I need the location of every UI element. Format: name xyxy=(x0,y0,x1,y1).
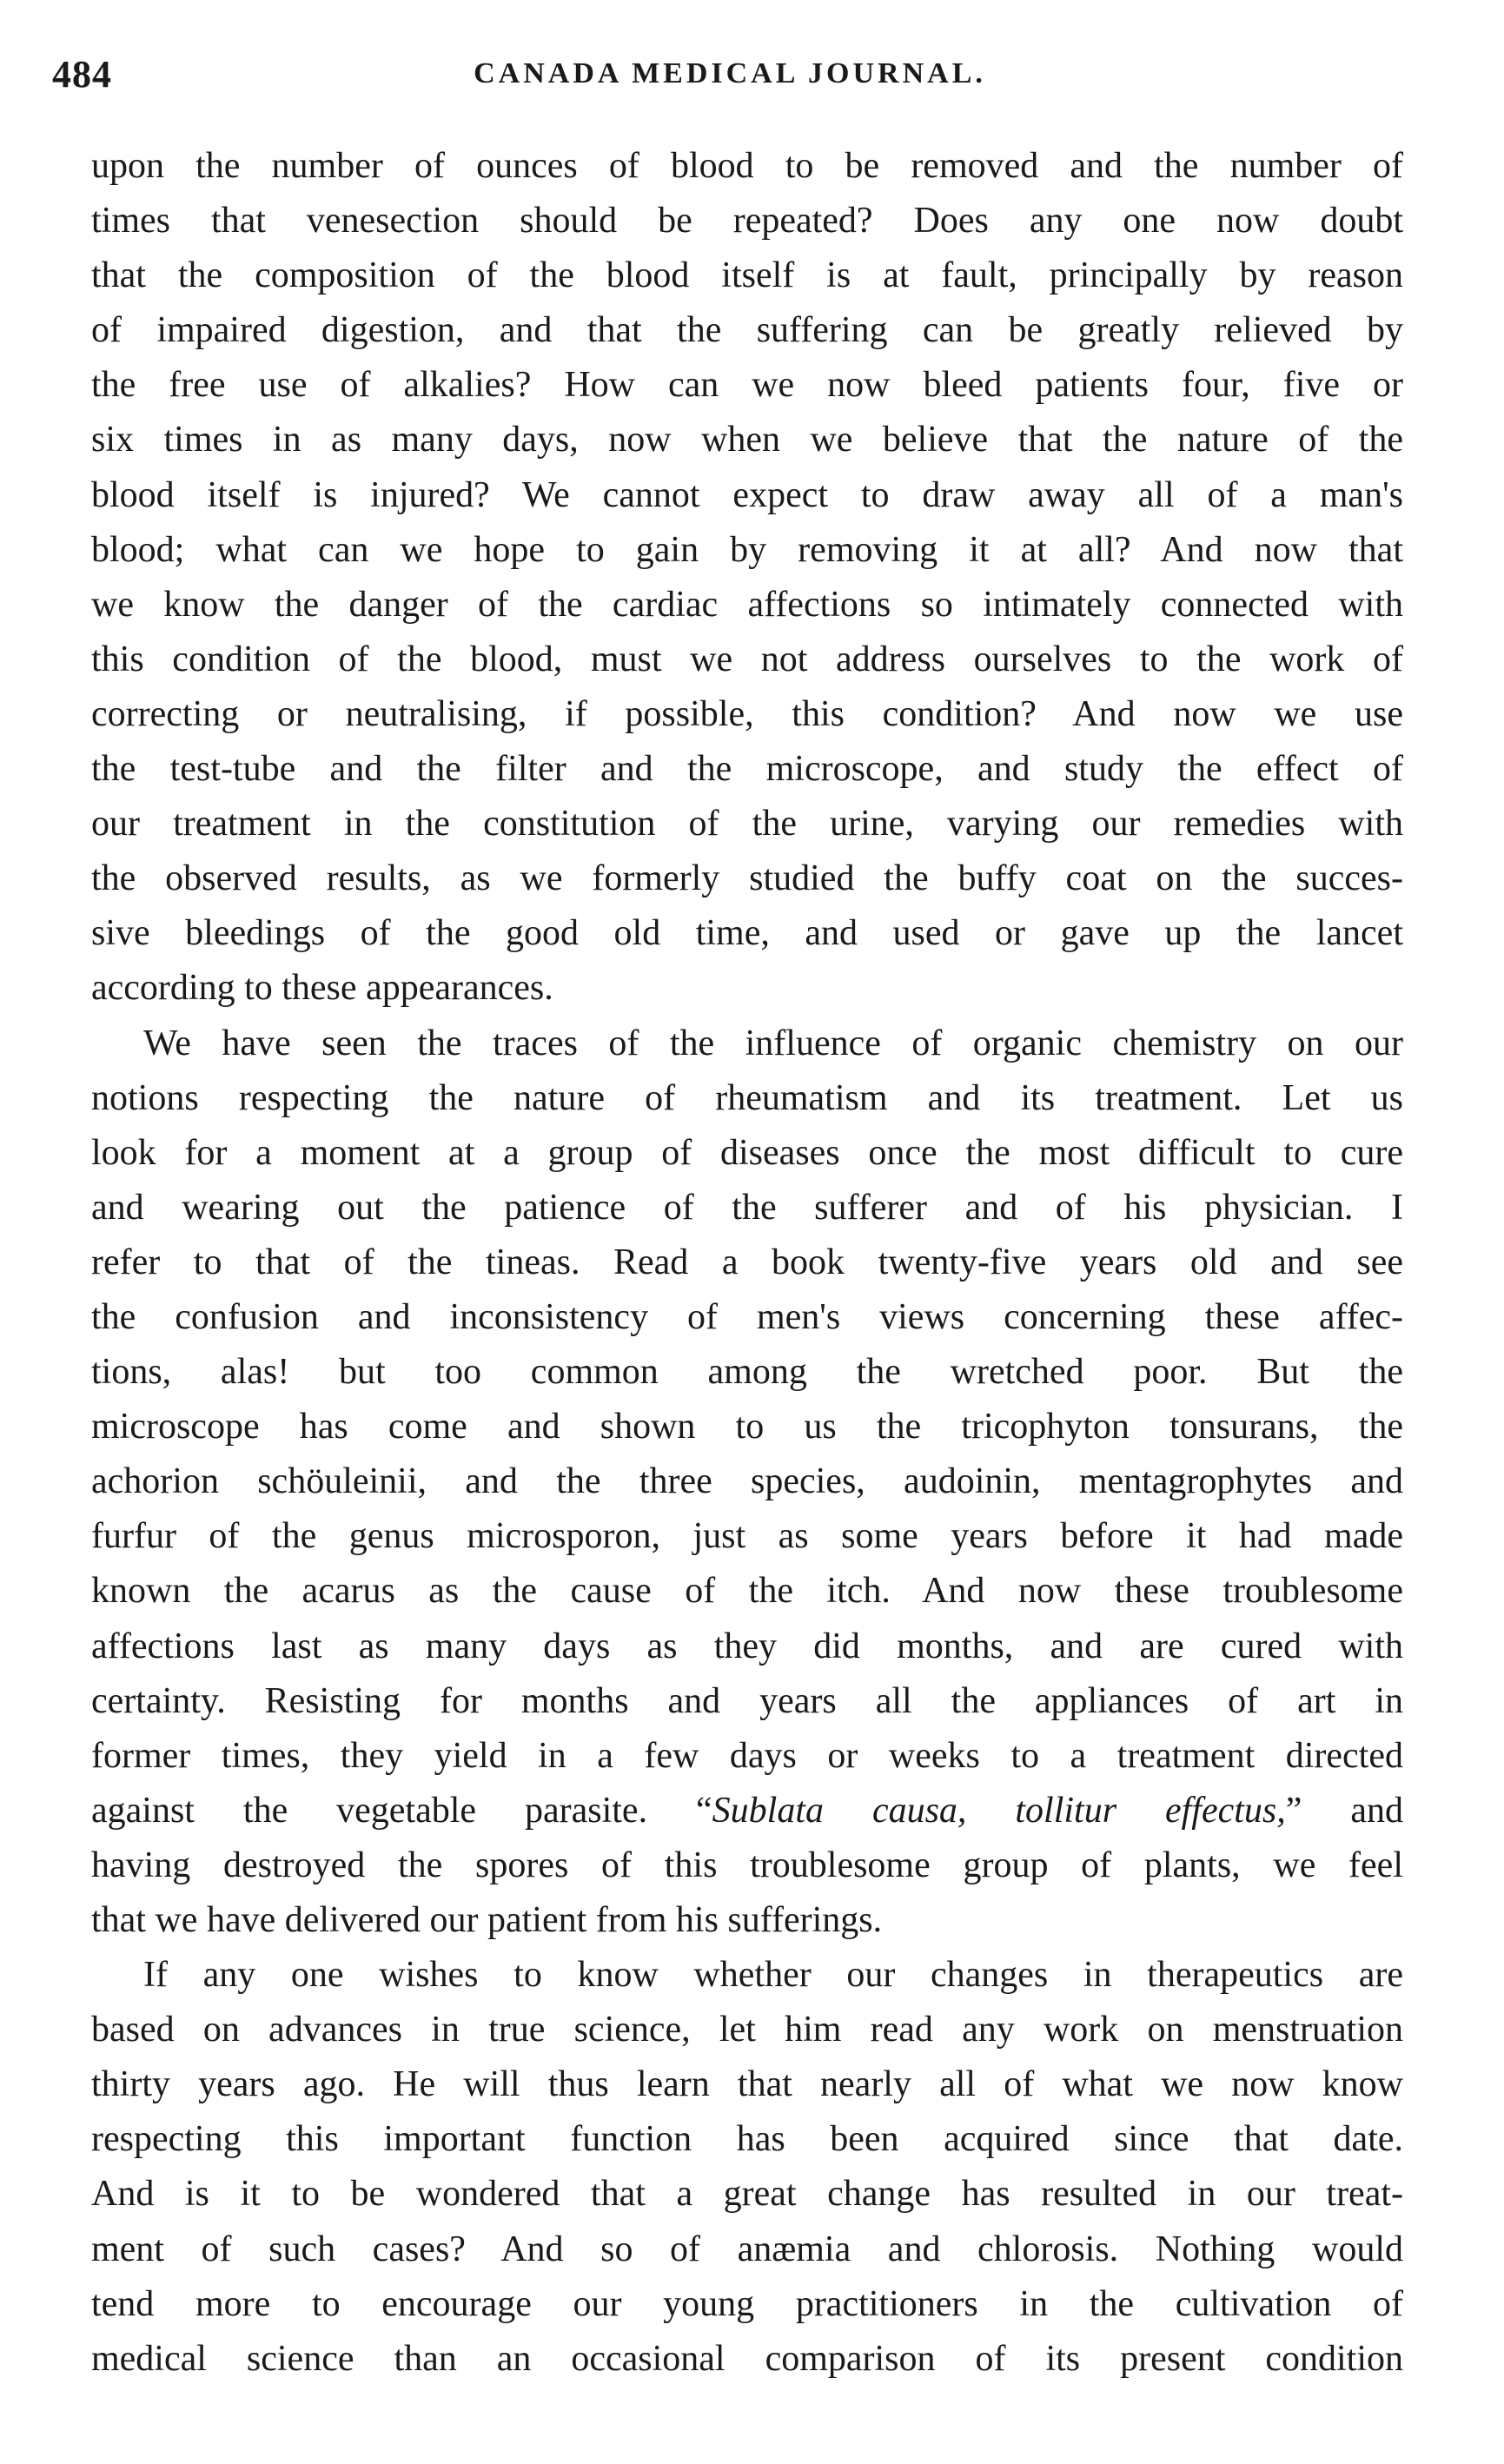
text-line: the free use of alkalies? How can we now bleed patients four, five or xyxy=(91,365,1403,406)
text-line: that we have delivered our patient from his sufferings. xyxy=(91,1900,883,1940)
text-fragment: and xyxy=(1350,1790,1403,1831)
quote-open-mark: “ xyxy=(696,1790,712,1831)
text-line: tions, alas! but too common among the wretched poor. But the xyxy=(91,1352,1403,1393)
text-line: look for a moment at a group of diseases once the most difficult to cure xyxy=(91,1132,1403,1173)
text-line: having destroyed the spores of this troublesome group of plants, we feel xyxy=(91,1845,1403,1885)
text-line: upon the number of ounces of blood to be removed and the number of xyxy=(91,146,1403,186)
text-line: and wearing out the patience of the sufferer and of his physician. I xyxy=(91,1187,1403,1228)
page-number: 484 xyxy=(52,53,112,96)
body-text xyxy=(91,139,1403,2387)
text-fragment: against the vegetable parasite. xyxy=(91,1790,648,1831)
text-line: sive bleedings of the good old time, and used or gave up the lancet xyxy=(91,913,1403,954)
text-line: blood; what can we hope to gain by removing it at all? And now that xyxy=(91,529,1403,570)
journal-title: CANADA MEDICAL JOURNAL. xyxy=(474,57,986,89)
text-line: of impaired digestion, and that the suffering can be greatly relieved by xyxy=(91,310,1403,351)
text-line: that the composition of the blood itself is at fault, principally by reason xyxy=(91,255,1403,296)
text-line: correcting or neutralising, if possible, this condition? And now we use xyxy=(91,693,1403,734)
text-line: furfur of the genus microsporon, just as some years before it had made xyxy=(91,1516,1403,1557)
text-line: times that venesection should be repeated? Does any one now doubt xyxy=(91,201,1403,242)
text-line: our treatment in the constitution of the urine, varying our remedies with xyxy=(91,804,1403,845)
text-line: notions respecting the nature of rheumatism and its treatment. Let us xyxy=(91,1077,1403,1118)
text-line: respecting this important function has been acquired since that date. xyxy=(91,2119,1403,2160)
text-line: refer to that of the tineas. Read a book twenty-five years old and see xyxy=(91,1242,1403,1282)
text-line: the confusion and inconsistency of men's views concerning these affec- xyxy=(91,1296,1403,1337)
text-line: medical science than an occasional comparison of its present condition xyxy=(91,2338,1403,2379)
text-line: affections last as many days as they did months, and are cured with xyxy=(91,1626,1403,1666)
text-line: six times in as many days, now when we believe that the nature of the xyxy=(91,420,1403,460)
text-line: tend more to encourage our young practitioners in the cultivation of xyxy=(91,2283,1403,2324)
text-line: microscope has come and shown to us the tricophyton tonsurans, the xyxy=(91,1407,1403,1447)
text-line: ment of such cases? And so of anæmia and chlorosis. Nothing would xyxy=(91,2229,1403,2269)
text-line: based on advances in true science, let him read any work on menstruation xyxy=(91,2010,1403,2050)
text-line: thirty years ago. He will thus learn that nearly all of what we now know xyxy=(91,2064,1403,2105)
quote-close-mark: ” xyxy=(1285,1790,1302,1831)
text-line: we know the danger of the cardiac affections so intimately connected with xyxy=(91,584,1403,625)
text-line: certainty. Resisting for months and years all the appliances of art in xyxy=(91,1680,1403,1721)
text-line: known the acarus as the cause of the itch. And now these troublesome xyxy=(91,1571,1403,1612)
paragraph-start-line: We have seen the traces of the influence of organic chemistry on our xyxy=(143,1023,1403,1063)
text-line: achorion schöuleinii, and the three species, audoinin, mentagrophytes and xyxy=(91,1461,1403,1502)
text-line: And is it to be wondered that a great change has resulted in our treat- xyxy=(91,2174,1403,2215)
text-line: the observed results, as we formerly studied the buffy coat on the succes- xyxy=(91,858,1403,899)
text-line: former times, they yield in a few days or weeks to a treatment directed xyxy=(91,1735,1403,1776)
text-line: this condition of the blood, must we not address ourselves to the work of xyxy=(91,639,1403,679)
text-line: blood itself is injured? We cannot expect to draw away all of a man's xyxy=(91,474,1403,515)
running-head xyxy=(52,52,1408,104)
text-line: according to these appearances. xyxy=(91,968,553,1009)
quote-line xyxy=(91,1784,1403,1838)
latin-quotation: Sublata causa, tollitur effectus, xyxy=(712,1790,1286,1831)
text-line: the test-tube and the filter and the microscope, and study the effect of xyxy=(91,749,1403,790)
paragraph-start-line: If any one wishes to know whether our changes in therapeutics are xyxy=(143,1955,1403,1996)
